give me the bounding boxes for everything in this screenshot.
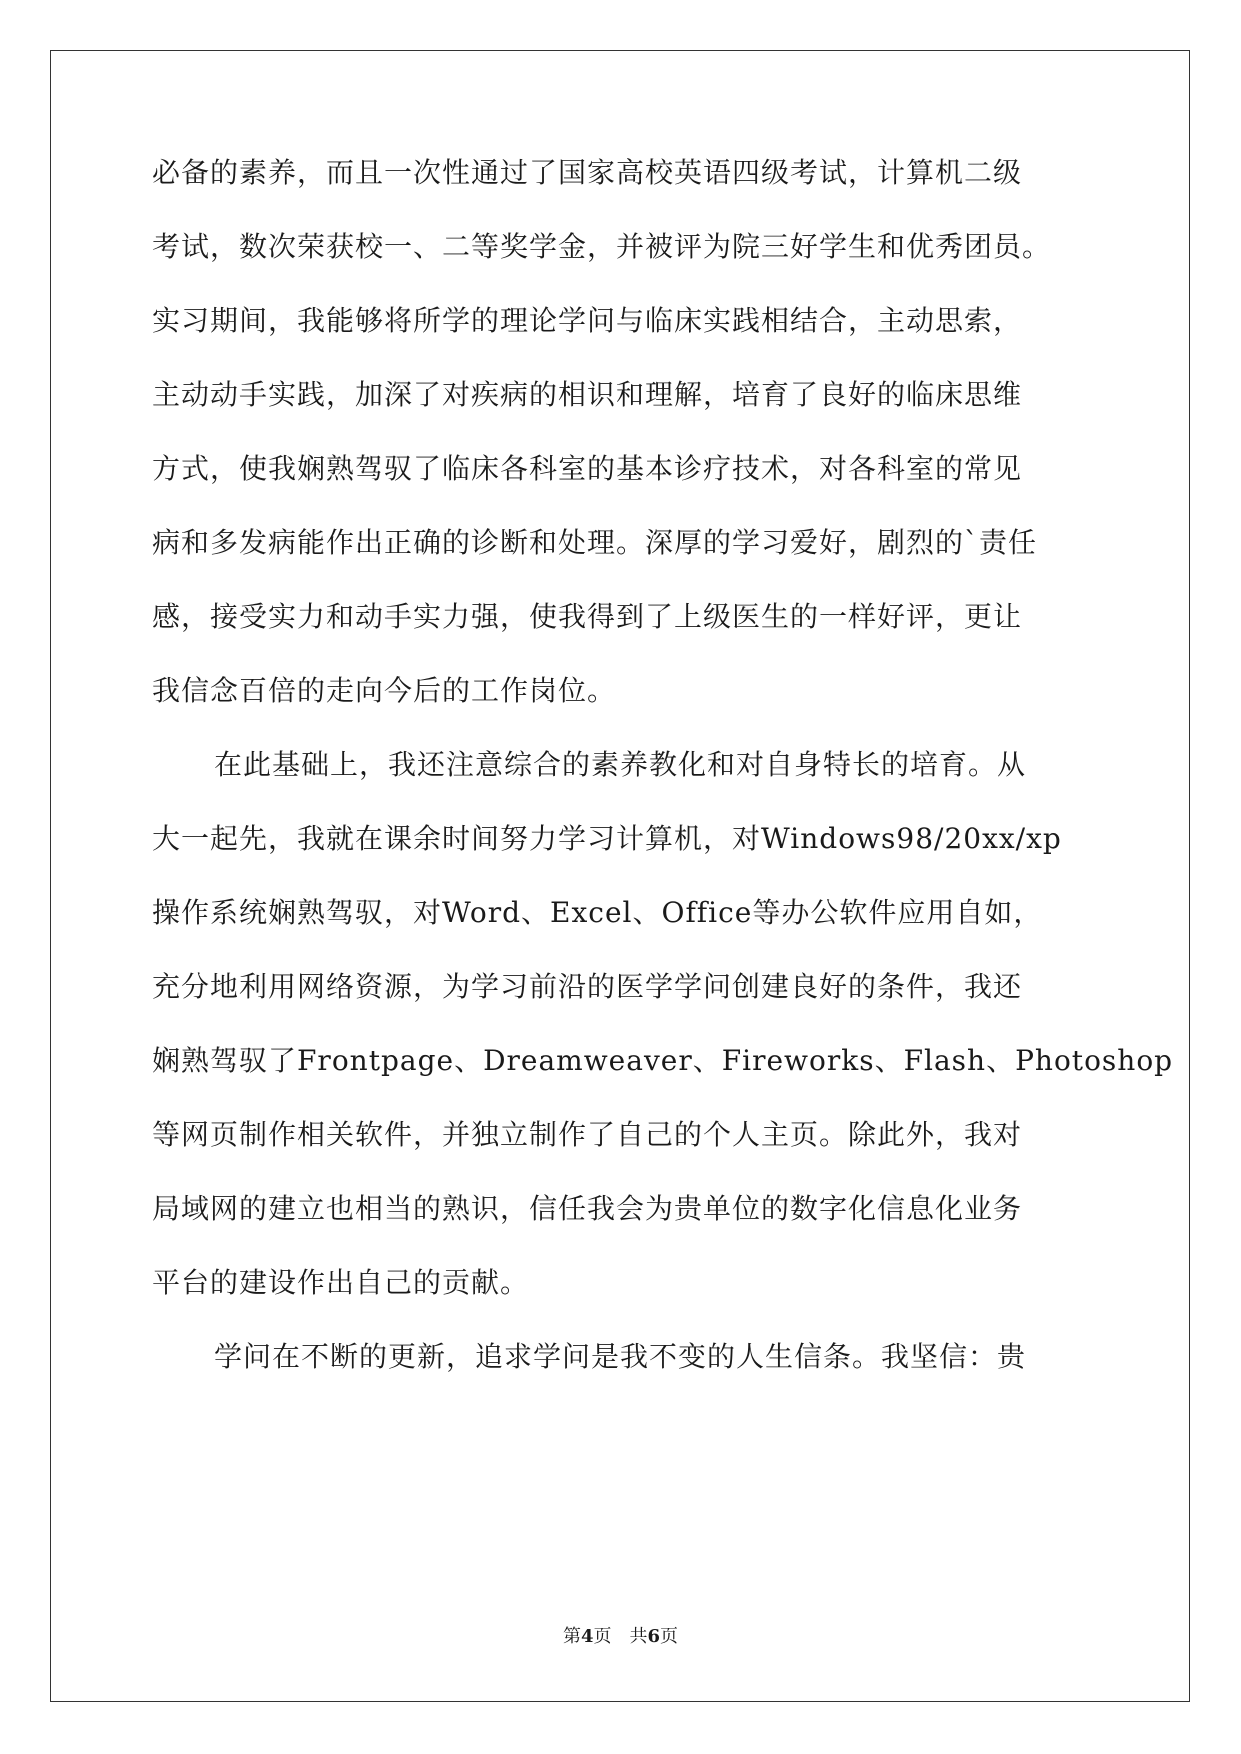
body-line: 局域网的建立也相当的熟识，信任我会为贵单位的数字化信息化业务	[152, 1192, 1023, 1225]
footer-suffix: 页	[660, 1626, 679, 1647]
body-line: 大一起先，我就在课余时间努力学习计算机，对Windows98/20xx/xp	[152, 822, 1062, 855]
body-line: 方式，使我娴熟驾驭了临床各科室的基本诊疗技术，对各科室的常见	[152, 452, 1023, 485]
body-line: 等网页制作相关软件，并独立制作了自己的个人主页。除此外，我对	[152, 1118, 1023, 1151]
page-footer	[0, 1622, 1241, 1648]
footer-prefix: 第	[562, 1626, 581, 1647]
body-line: 主动动手实践，加深了对疾病的相识和理解，培育了良好的临床思维	[152, 378, 1023, 411]
footer-middle: 页 共	[593, 1626, 648, 1647]
body-line: 平台的建设作出自己的贡献。	[152, 1266, 530, 1299]
paragraph-first-line: 学问在不断的更新，追求学问是我不变的人生信条。我坚信：贵	[214, 1340, 1027, 1373]
body-line: 操作系统娴熟驾驭，对Word、Excel、Office等办公软件应用自如，	[152, 896, 1043, 929]
current-page-number: 4	[580, 1626, 594, 1647]
paragraph-first-line: 在此基础上，我还注意综合的素养教化和对自身特长的培育。从	[214, 748, 1027, 781]
body-line: 实习期间，我能够将所学的理论学问与临床实践相结合，主动思索，	[152, 304, 1023, 337]
body-line: 考试，数次荣获校一、二等奖学金，并被评为院三好学生和优秀团员。	[152, 230, 1052, 263]
body-line: 充分地利用网络资源，为学习前沿的医学学问创建良好的条件，我还	[152, 970, 1023, 1003]
total-pages-number: 6	[647, 1626, 661, 1647]
body-line: 必备的素养，而且一次性通过了国家高校英语四级考试，计算机二级	[152, 156, 1023, 189]
page-frame	[50, 50, 1190, 1702]
body-line: 感，接受实力和动手实力强，使我得到了上级医生的一样好评，更让	[152, 600, 1023, 633]
body-line: 病和多发病能作出正确的诊断和处理。深厚的学习爱好，剧烈的`责任	[152, 526, 1038, 559]
body-line: 娴熟驾驭了Frontpage、Dreamweaver、Fireworks、Flash、Photoshop	[152, 1044, 1174, 1077]
body-line: 我信念百倍的走向今后的工作岗位。	[152, 674, 617, 707]
